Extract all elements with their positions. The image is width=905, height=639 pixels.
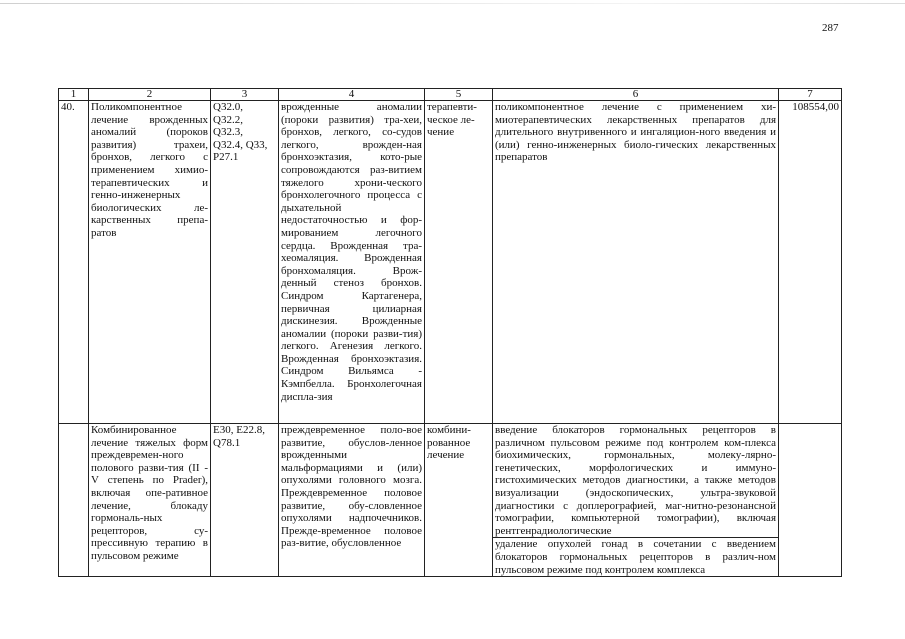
table-header-row [59,89,842,101]
column-header: 4 [279,89,425,101]
icd-codes-cell: E30, E22.8, Q78.1 [211,424,279,577]
column-header: 2 [89,89,211,101]
page-number: 287 [822,22,839,34]
scan-artifact-line [0,3,905,4]
cost-cell: 108554,00 [779,101,842,424]
row-number-cell: 40. [59,101,89,424]
treatment-type-cell: комбини-рованное лечение [425,424,493,577]
row-number-cell [59,424,89,577]
table-row [59,101,842,424]
table-row [59,424,842,577]
treatment-method-cell: поликомпонентное лечение с применением хи-миотерапевтических лекарственных препаратов для длительного внутривенного и ингаляцион-ного введения и (или) генно-инженерных биоло-гических лекарственных препаратов [493,101,779,424]
treatment-type-cell: терапевти-ческое ле-чение [425,101,493,424]
column-header: 7 [779,89,842,101]
treatment-method-text-2: удаление опухолей гонад в сочетании с введением блокаторов гормональных рецепторов в различ-ном пульсовом режиме под контролем комплекса [495,538,776,576]
service-name-cell: Поликомпонентное лечение врожденных аномалий (пороков развития) трахеи, бронхов, легкого с применением химио-терапевтических и генно-инженерных биологических ле-карственных препа-ратов [89,101,211,424]
patient-model-cell: врожденные аномалии (пороки развития) тра-хеи, бронхов, легкого, со-судов легкого, врожден-ная бронхоэктазия, кото-рые сопровождаются раз-витием тяжелого хрони-ческого бронхолегочного процесса с дыхательной недостаточностью и фор-мированием легочного сердца. Врожденная тра-хеомаляция. Врожденная бронхомаляция. Врож-денный стеноз бронхов. Синдром Картагенера, первичная цилиарная дискинезия. Врожденные аномалии (пороки разви-тия) легкого. Агенезия легкого. Врожденная бронхоэктазия. Синдром Вильямса - Кэмпбелла. Бронхолегочная диспла-зия [279,101,425,424]
service-name-cell: Комбинированное лечение тяжелых форм преждевремен-ного полового разви-тия (II - V степень по Prader), включая опе-ративное лечение, блокаду гормональ-ных рецепторов, су-прессивную терапию в пульсовом режиме [89,424,211,577]
column-header: 1 [59,89,89,101]
patient-model-cell: преждевременное поло-вое развитие, обуслов-ленное врожденными мальформациями и (или) опухолями головного мозга. Преждевременное половое развитие, обу-словленное опухолями надпочечников. Прежде-временное половое раз-витие, обусловленное [279,424,425,577]
cost-cell [779,424,842,577]
column-header: 5 [425,89,493,101]
services-table [58,88,842,577]
treatment-method-cell [493,424,779,577]
column-header: 6 [493,89,779,101]
treatment-method-text: введение блокаторов гормональных рецепторов в различном пульсовом режиме под контролем ком-плекса биохимических, гормональных, молеку-лярно-генетических, морфологических и иммуно-гистохимических методов диагностики, а также методов визуализации (эндоскопических, ультра-звуковой диагностики с доплерографией, маг-нитно-резонансной томографии, компьютерной томографии), включая рентгенрадиологические [495,424,776,537]
icd-codes-cell: Q32.0, Q32.2, Q32.3, Q32.4, Q33, P27.1 [211,101,279,424]
column-header: 3 [211,89,279,101]
